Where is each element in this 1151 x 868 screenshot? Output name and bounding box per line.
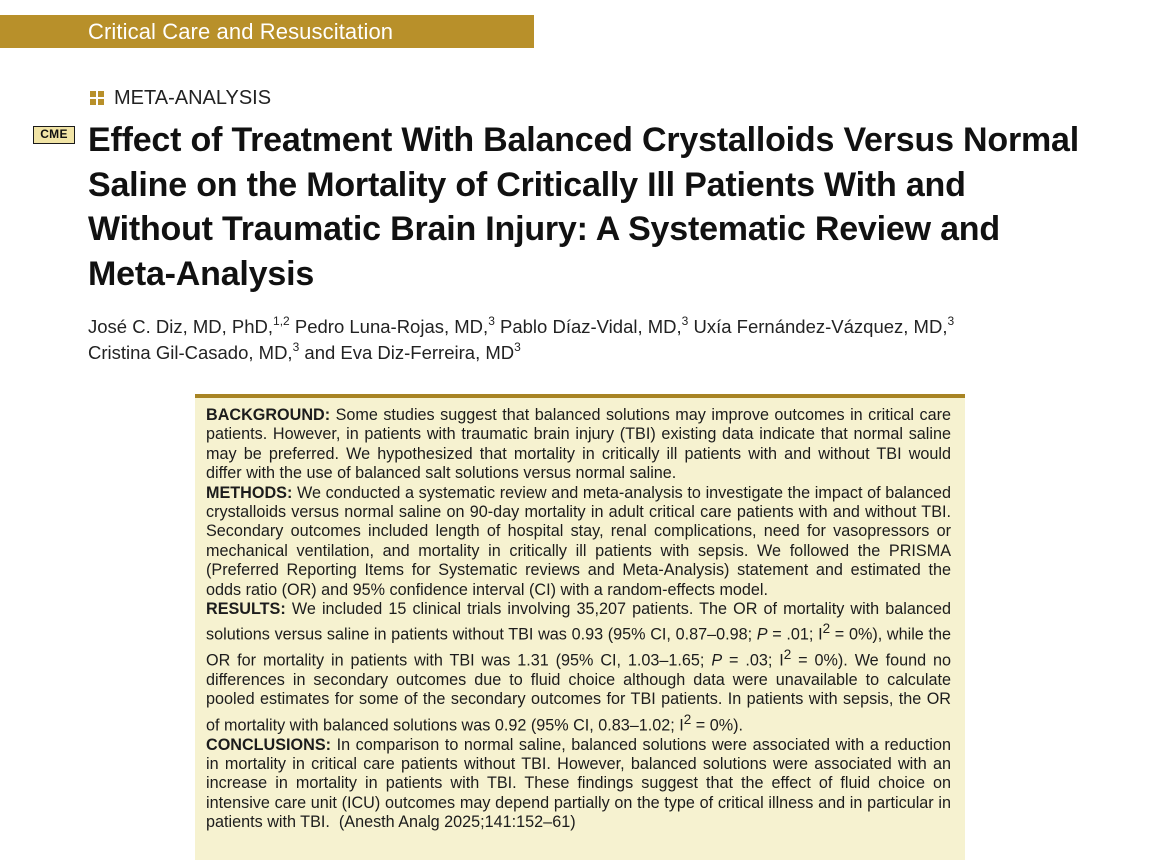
abstract-background: BACKGROUND: Some studies suggest that balanced solutions may improve outcomes in critical care patients. However, in patients with traumatic brain injury (TBI) existing data indicate that normal saline may be preferred. We hypothesized that mortality in critically ill patients with and without TBI would differ with the use of balanced salt solutions versus normal saline. [206,406,951,483]
author: José C. Diz, MD, PhD,$^{1,2}$ [88,313,290,337]
abstract-conclusions: CONCLUSIONS: In comparison to normal saline, balanced solutions were associated with a reduction in mortality in critical care patients without TBI. However, balanced solutions were associated with an increase in mortality in patients with TBI. These findings suggest that the effect of fluid choice on intensive care unit (ICU) outcomes may depend partially on the type of critical illness and in particular in patients with TBI. (Anesth Analg 2025;141:152–61) [206,735,952,832]
conclusions-label: CONCLUSIONS: [206,735,332,754]
background-label: BACKGROUND: [206,406,331,424]
journal-section-label: Critical Care and Resuscitation [88,19,394,44]
journal-section-banner [0,15,534,48]
cme-badge: CME [33,126,75,144]
author-list [88,314,1088,366]
abstract-results: RESULTS: We included 15 clinical trials involving 35,207 patients. The OR of mortality with balanced solutions versus saline in patients without TBI was 0.93 (95% CI, 0.87–0.98; P = .01; $I^2 = 0\%$), while the OR for mortality in patients with TBI was 1.31 (95% CI, 1.03–1.65; P = .03; $I^2 = 0\%$). We found no differences in secondary outcomes due to fluid choice although data were unavailable to calculate pooled estimates for some of the secondary outcomes for TBI patients. In patients with sepsis, the OR of mortality with balanced solutions was 0.92 (95% CI, 0.83–1.02; $I^2 = 0\%$). [206,600,951,735]
author: Pedro Luna-Rojas, MD,$^3$ [294,313,495,337]
author: Uxía Fernández-Vázquez, MD,$^3$ [693,313,955,337]
author: Cristina Gil-Casado, MD,$^3$ [88,339,300,363]
author: Pablo Díaz-Vidal, MD,$^3$ [500,313,689,337]
article-title: Effect of Treatment With Balanced Crystalloids Versus Normal Saline on the Mortality of Critically Ill Patients With and Without Traumatic Brain Injury: A Systematic Review and Meta-Analysis [88,121,1079,293]
abstract-box [195,394,965,860]
abstract-methods: METHODS: We conducted a systematic review and meta-analysis to investigate the impact of balanced crystalloids versus normal saline on 90-day mortality in adult critical care patients with and without TBI. Secondary outcomes included length of hospital stay, renal complications, need for vasopressors or mechanical ventilation, and mortality in critically ill patients with sepsis. We followed the PRISMA (Preferred Reporting Items for Systematic reviews and Meta-Analysis) statement and estimated the odds ratio (OR) and 95% confidence interval (CI) with a random-effects model. [206,483,951,599]
results-label: RESULTS: [206,600,286,619]
author: and Eva Diz-Ferreira, $MD^3$ [304,339,521,363]
article-type-label: META-ANALYSIS [114,86,272,109]
citation: (Anesth Analg 2025;141:152–61) [338,813,576,832]
article-type [90,86,271,110]
methods-label: METHODS: [206,483,293,502]
grid-squares-icon [90,91,104,105]
